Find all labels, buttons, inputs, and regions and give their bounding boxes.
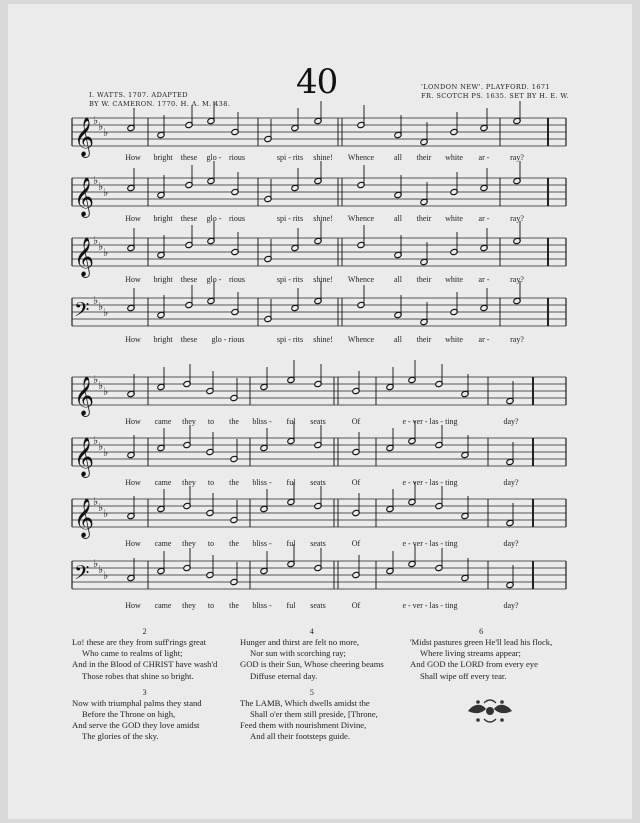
lyric-syllable: shine! (313, 153, 333, 162)
svg-text:♭: ♭ (103, 186, 109, 199)
lyric-syllable: their (416, 214, 432, 223)
lyric-syllable: the (229, 539, 239, 548)
stanza (240, 626, 384, 682)
stanza-number: 4 (309, 627, 314, 636)
lyric-syllable: How (125, 335, 141, 344)
hymn-number: 40 (296, 62, 338, 102)
lyric-syllable: to (207, 539, 215, 548)
stanza-number: 6 (479, 627, 484, 636)
lyric-syllable: ful (286, 601, 296, 610)
ornament-flourish (468, 700, 512, 722)
lyric-syllable: glo - (206, 153, 222, 162)
lyric-syllable: Of (351, 539, 361, 548)
svg-text:𝄞: 𝄞 (74, 117, 95, 157)
stanza-line: Feed them with nourishment Divine, (240, 720, 367, 731)
stanza-number: 5 (309, 687, 314, 697)
lyric-syllable: How (125, 601, 141, 610)
lyric-syllable: e - ver - las - ting (402, 478, 458, 487)
lyric-syllable: these (180, 214, 198, 223)
lyric-syllable: came (154, 539, 172, 548)
lyric-syllable: spi - rits (276, 214, 304, 223)
lyric-syllable: bliss - (252, 478, 272, 487)
lyric-syllable: all (394, 335, 402, 344)
lyric-syllable: they (182, 417, 196, 426)
lyric-syllable: all (394, 275, 402, 284)
stanza-line: 'Midst pastures green He'll lead his flock, (410, 637, 553, 647)
lyric-syllable: seats (310, 417, 326, 426)
lyric-syllable: Whence (347, 153, 375, 162)
lyric-syllable: Of (351, 601, 361, 610)
svg-text:𝄞: 𝄞 (74, 237, 95, 277)
lyric-syllable: these (180, 275, 198, 284)
lyric-syllable: Whence (347, 214, 375, 223)
svg-text:♭: ♭ (103, 385, 109, 398)
lyric-syllable: How (125, 539, 141, 548)
stanza-line: Hunger and thirst are felt no more, (240, 637, 360, 647)
lyric-syllable: bliss - (252, 539, 272, 548)
lyric-syllable: ful (286, 478, 296, 487)
lyric-syllable: all (394, 153, 402, 162)
stanza-line: Nor sun with scorching ray; (250, 648, 346, 659)
lyric-syllable: ar - (478, 335, 490, 344)
stanza-number: 2 (142, 627, 147, 636)
stanza-line: Before the Throne on high, (82, 709, 176, 720)
svg-text:𝄞: 𝄞 (74, 437, 95, 477)
lyric-syllable: rious (229, 214, 245, 223)
lyric-syllable: e - ver - las - ting (402, 601, 458, 610)
svg-text:♭: ♭ (103, 569, 109, 582)
lyric-syllable: ar - (478, 275, 490, 284)
svg-text:♭: ♭ (103, 446, 109, 459)
notes (127, 101, 521, 589)
svg-text:♭: ♭ (103, 126, 109, 139)
lyric-syllable: shine! (313, 275, 333, 284)
svg-text:♭: ♭ (98, 501, 104, 514)
lyric-syllable: their (416, 275, 432, 284)
lyric-syllable: spi - rits (276, 153, 304, 162)
svg-text:♭: ♭ (93, 557, 99, 570)
lyric-syllable: spi - rits (276, 275, 304, 284)
svg-text:♭: ♭ (98, 563, 104, 576)
svg-text:♭: ♭ (98, 300, 104, 313)
lyric-syllable: Whence (347, 335, 375, 344)
lyric-syllable: glo - rious (211, 335, 245, 344)
stanza-line: Now with triumphal palms they stand (72, 697, 202, 708)
lyric-syllable: to (207, 601, 215, 610)
stanza-line: Shall o'er them still preside, [Throne, (250, 709, 378, 720)
lyric-syllable: ar - (478, 153, 490, 162)
lyric-syllable: shine! (313, 335, 333, 344)
svg-text:♭: ♭ (103, 507, 109, 520)
stanza-line: The glories of the sky. (82, 731, 159, 742)
lyric-syllable: white (445, 275, 463, 284)
lyric-syllable: bright (153, 335, 173, 344)
stanzas-column-1 (72, 626, 217, 748)
lyric-syllable: seats (310, 478, 326, 487)
svg-text:𝄢: 𝄢 (74, 298, 90, 326)
lyric-syllable: the (229, 601, 239, 610)
stanza-line: Shall wipe off every tear. (420, 670, 507, 681)
lyric-syllable: How (125, 275, 141, 284)
lyric-syllable: ful (286, 539, 296, 548)
lyric-syllable: bliss - (252, 417, 272, 426)
lyric-syllable: ray? (510, 275, 524, 284)
stanza-line: GOD is their Sun, Whose cheering beams (240, 659, 384, 670)
svg-text:𝄢: 𝄢 (74, 561, 90, 589)
lyric-syllable: How (125, 417, 141, 426)
stanzas-column-3 (410, 626, 552, 687)
svg-text:♭: ♭ (93, 434, 99, 447)
stanzas-column-2 (240, 626, 384, 748)
svg-text:♭: ♭ (103, 306, 109, 319)
lyric-syllable: all (394, 214, 402, 223)
lyric-syllable: the (229, 417, 239, 426)
svg-text:𝄞: 𝄞 (74, 177, 95, 217)
lyric-syllable: seats (310, 601, 326, 610)
lyric-syllable: rious (229, 275, 245, 284)
lyric-syllable: How (125, 478, 141, 487)
lyric-syllable: e - ver - las - ting (402, 539, 458, 548)
svg-text:𝄞: 𝄞 (74, 498, 95, 538)
lyric-syllable: day? (503, 539, 519, 548)
svg-text:♭: ♭ (98, 379, 104, 392)
lyric-syllable: ray? (510, 335, 524, 344)
stanza-line: Those robes that shine so bright. (82, 670, 194, 681)
stanza-number: 3 (142, 687, 147, 697)
lyric-syllable: ar - (478, 214, 490, 223)
stanza-line: And all their footsteps guide. (250, 731, 351, 742)
lyric-syllable: ful (286, 417, 296, 426)
svg-text:♭: ♭ (98, 120, 104, 133)
svg-text:♭: ♭ (93, 114, 99, 127)
stanza (240, 687, 384, 743)
svg-text:♭: ♭ (98, 180, 104, 193)
lyric-syllable: their (416, 335, 432, 344)
lyric-syllable: seats (310, 539, 326, 548)
lyric-syllable: to (207, 478, 215, 487)
lyric-syllable: day? (503, 417, 519, 426)
lyric-syllable: Whence (347, 275, 375, 284)
lyric-syllable: Of (351, 417, 361, 426)
svg-text:𝄞: 𝄞 (74, 376, 95, 416)
svg-text:♭: ♭ (93, 234, 99, 247)
lyric-syllable: spi - rits (276, 335, 304, 344)
lyric-syllable: ray? (510, 153, 524, 162)
lyric-syllable: white (445, 153, 463, 162)
lyric-syllable: white (445, 214, 463, 223)
attribution-left-line: BY W. CAMERON. 1770. H. A. M. 438. (89, 100, 231, 108)
lyric-syllable: glo - (206, 275, 222, 284)
stanza-line: Where living streams appear; (420, 648, 521, 659)
lyric-syllable: bright (153, 275, 173, 284)
lyric-syllable: day? (503, 478, 519, 487)
lyric-syllable: the (229, 478, 239, 487)
lyric-syllable: bright (153, 214, 173, 223)
lyric-syllable: came (154, 417, 172, 426)
stanza-line: And in the Blood of CHRIST have wash'd (72, 659, 218, 670)
stanza-line: Lo! these are they from suff'rings great (72, 637, 207, 647)
staff-lines (72, 114, 566, 589)
lyric-syllable: to (207, 417, 215, 426)
svg-text:♭: ♭ (103, 246, 109, 259)
lyric-syllable: shine! (313, 214, 333, 223)
lyric-syllable: their (416, 153, 432, 162)
attribution-right-line: 'LONDON NEW'. PLAYFORD. 1671 (421, 83, 551, 91)
svg-text:♭: ♭ (93, 174, 99, 187)
lyric-syllable: white (445, 335, 463, 344)
stanza-line: Who came to realms of light; (82, 648, 183, 659)
lyric-syllable: e - ver - las - ting (402, 417, 458, 426)
stanza-line: Diffuse eternal day. (250, 670, 318, 681)
stanza-line: The LAMB, Which dwells amidst the (240, 697, 370, 708)
lyric-syllable: Of (351, 478, 361, 487)
stanza-line: And serve the GOD they love amidst (72, 720, 200, 731)
lyric-syllable: these (180, 335, 198, 344)
svg-text:♭: ♭ (98, 440, 104, 453)
svg-text:♭: ♭ (93, 495, 99, 508)
lyric-syllable: day? (503, 601, 519, 610)
lyric-syllable: they (182, 601, 196, 610)
svg-text:♭: ♭ (93, 294, 99, 307)
lyric-syllable: they (182, 478, 196, 487)
stanza (410, 626, 552, 682)
svg-text:♭: ♭ (98, 240, 104, 253)
lyric-syllable: bliss - (252, 601, 272, 610)
stanza-line: And GOD the LORD from every eye (410, 659, 538, 670)
lyric-syllable: these (180, 153, 198, 162)
lyric-syllable: bright (153, 153, 173, 162)
svg-text:♭: ♭ (93, 373, 99, 386)
lyric-syllable: glo - (206, 214, 222, 223)
lyric-syllable: they (182, 539, 196, 548)
lyric-syllable: came (154, 601, 172, 610)
stanza (72, 626, 217, 682)
attribution-right-line: FR. SCOTCH PS. 1635. SET BY H. E. W. (421, 92, 569, 100)
lyric-syllable: came (154, 478, 172, 487)
stanza (72, 687, 217, 743)
lyric-syllable: rious (229, 153, 245, 162)
attribution-left-line: I. WATTS. 1707. ADAPTED (89, 91, 188, 99)
lyric-syllable: How (125, 153, 141, 162)
lyric-syllable: ray? (510, 214, 524, 223)
lyric-syllable: How (125, 214, 141, 223)
